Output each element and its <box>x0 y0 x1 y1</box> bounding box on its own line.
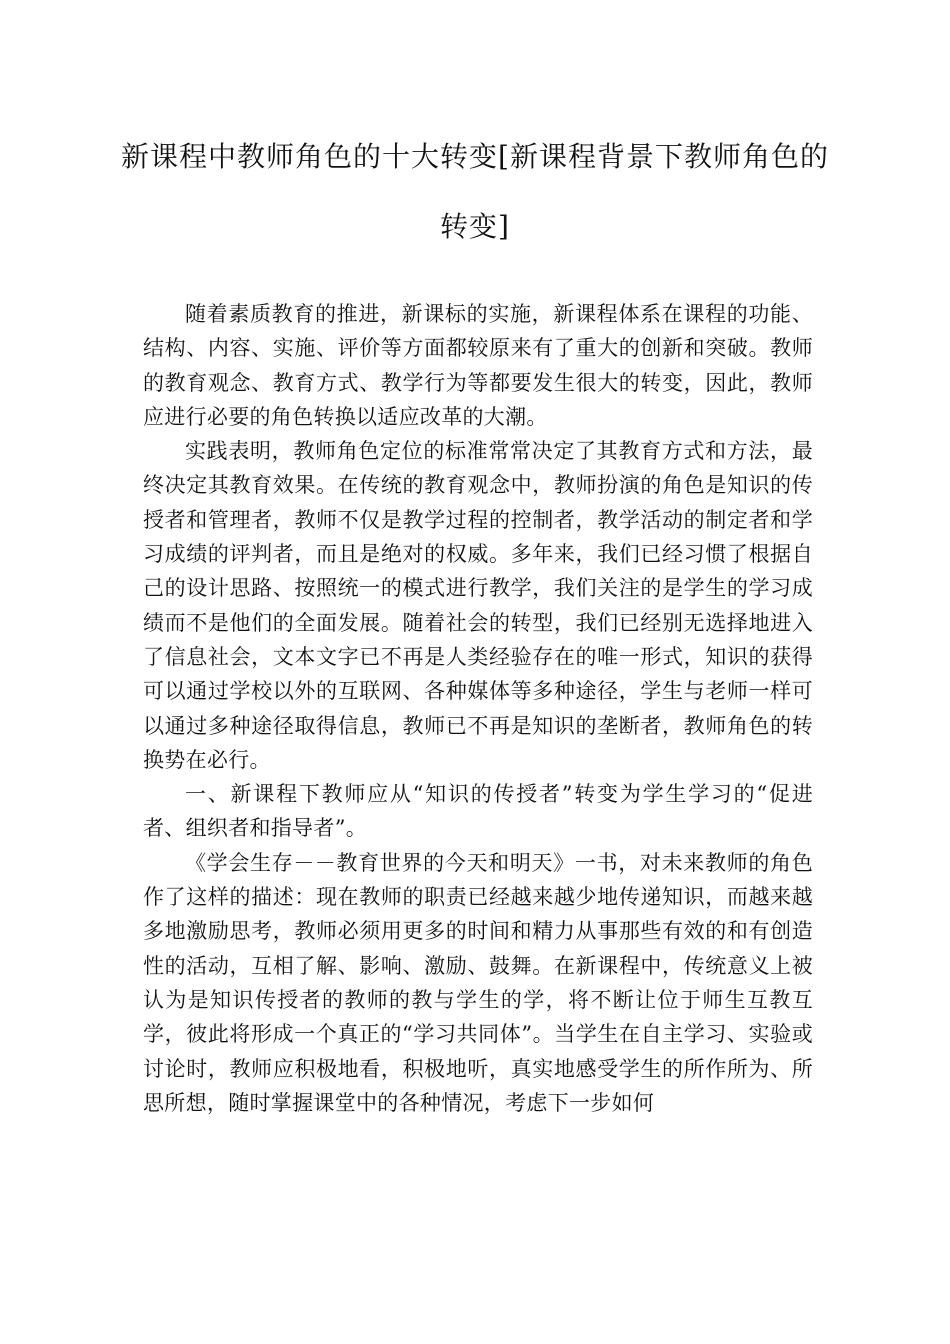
paragraph-4: 《学会生存－－教育世界的今天和明天》一书，对未来教师的角色作了这样的描述：现在教师的职责已经越来越少地传递知识，而越来越多地激励思考，教师必须用更多的时间和精力从事那些有效的和有创造性的活动，互相了解、影响、激励、鼓舞。在新课程中，传统意义上被认为是知识传授者的教师的教与学生的学，将不断让位于师生互教互学，彼此将形成一个真正的“学习共同体”。当学生在自主学习、实验或讨论时，教师应积极地看，积极地听，真实地感受学生的所作所为、所思所想，随时掌握课堂中的各种情况，考虑下一步如何 <box>143 850 813 1115</box>
paragraph-1: 随着素质教育的推进，新课标的实施，新课程体系在课程的功能、结构、内容、实施、评价等方面都较原来有了重大的创新和突破。教师的教育观念、教育方式、教学行为等都要发生很大的转变，因此，教师应进行必要的角色转换以适应改革的大潮。 <box>143 302 813 429</box>
document-title: 新课程中教师角色的十大转变[新课程背景下教师角色的转变] <box>121 140 829 243</box>
paragraph-3: 一、新课程下教师应从“知识的传授者”转变为学生学习的“促进者、组织者和指导者”。 <box>143 782 813 841</box>
paragraph-2: 实践表明，教师角色定位的标准常常决定了其教育方式和方法，最终决定其教育效果。在传统的教育观念中，教师扮演的角色是知识的传授者和管理者，教师不仅是教学过程的控制者，教学活动的制定者和学习成绩的评判者，而且是绝对的权威。多年来，我们已经习惯了根据自己的设计思路、按照统一的模式进行教学，我们关注的是学生的学习成绩而不是他们的全面发展。随着社会的转型，我们已经别无选择地进入了信息社会，文本文字已不再是人类经验存在的唯一形式，知识的获得可以通过学校以外的互联网、各种媒体等多种途径，学生与老师一样可以通过多种途径取得信息，教师已不再是知识的垄断者，教师角色的转换势在必行。 <box>143 439 813 772</box>
document-body <box>143 297 813 1120</box>
